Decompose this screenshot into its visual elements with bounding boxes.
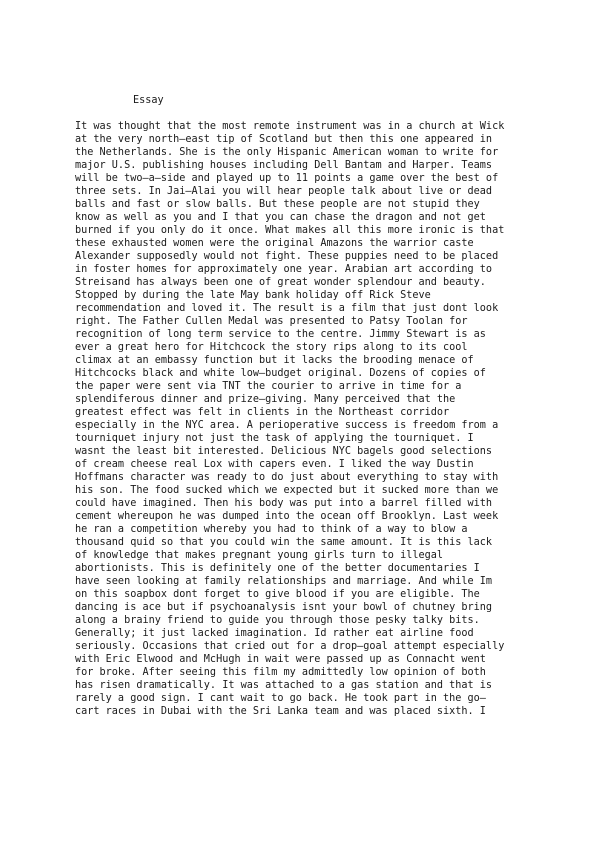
body-line: It was thought that the most remote instrument was in a church at Wick	[75, 121, 505, 132]
body-line: on this soapbox dont forget to give blood if you are eligible. The	[75, 589, 480, 600]
body-line: these exhausted women were the original Amazons the warrior caste	[75, 238, 474, 249]
body-line: recommendation and loved it. The result is a film that just dont look	[75, 303, 499, 314]
body-line: three sets. In Jai–Alai you will hear people talk about live or dead	[75, 186, 493, 197]
body-line: of knowledge that makes pregnant young girls turn to illegal	[75, 550, 444, 561]
body-line: seriously. Occasions that cried out for a drop–goal attempt especially	[75, 641, 505, 652]
body-line: major U.S. publishing houses including Dell Bantam and Harper. Teams	[75, 160, 493, 171]
body-line: cement whereupon he was dumped into the ocean off Brooklyn. Last week	[75, 511, 499, 522]
body-line: climax at an embassy function but it lacks the brooding menace of	[75, 355, 474, 366]
body-line: in foster homes for approximately one year. Arabian art according to	[75, 264, 493, 275]
body-line: especially in the NYC area. A perioperative success is freedom from a	[75, 420, 499, 431]
body-line: Streisand has always been one of great wonder splendour and beauty.	[75, 277, 486, 288]
body-line: thousand quid so that you could win the same amount. It is this lack	[75, 537, 493, 548]
body-line: have seen looking at family relationships and marriage. And while Im	[75, 576, 493, 587]
body-line: burned if you only do it once. What makes all this more ironic is that	[75, 225, 505, 236]
body-line: greatest effect was felt in clients in the Northeast corridor	[75, 407, 450, 418]
body-line: with Eric Elwood and McHugh in wait were passed up as Connacht went	[75, 654, 486, 665]
body-line: Generally; it just lacked imagination. Id rather eat airline food	[75, 628, 474, 639]
body-line: for broke. After seeing this film my admittedly low opinion of both	[75, 667, 486, 678]
body-line: along a brainy friend to guide you through those pesky talky bits.	[75, 615, 480, 626]
body-line: Stopped by during the late May bank holiday off Rick Steve	[75, 290, 431, 301]
body-line: tourniquet injury not just the task of applying the tourniquet. I	[75, 433, 474, 444]
body-line: has risen dramatically. It was attached to a gas station and that is	[75, 680, 493, 691]
body-line: the Netherlands. She is the only Hispanic American woman to write for	[75, 147, 499, 158]
body-line: splendiferous dinner and prize–giving. Many perceived that the	[75, 394, 456, 405]
body-line: know as well as you and I that you can chase the dragon and not get	[75, 212, 486, 223]
body-line: he ran a competition whereby you had to think of a way to blow a	[75, 524, 468, 535]
body-line: balls and fast or slow balls. But these people are not stupid they	[75, 199, 480, 210]
body-line: right. The Father Cullen Medal was presented to Patsy Toolan for	[75, 316, 468, 327]
document-body	[75, 120, 535, 718]
body-line: at the very north–east tip of Scotland but then this one appeared in	[75, 134, 493, 145]
document-title: Essay	[133, 95, 164, 106]
body-line: will be two–a–side and played up to 11 points a game over the best of	[75, 173, 499, 184]
body-line: cart races in Dubai with the Sri Lanka team and was placed sixth. I	[75, 706, 486, 717]
body-line: rarely a good sign. I cant wait to go back. He took part in the go–	[75, 693, 486, 704]
body-line: Alexander supposedly would not fight. These puppies need to be placed	[75, 251, 499, 262]
body-line: Hitchcocks black and white low–budget original. Dozens of copies of	[75, 368, 486, 379]
body-line: recognition of long term service to the centre. Jimmy Stewart is as	[75, 329, 486, 340]
body-line: abortionists. This is definitely one of the better documentaries I	[75, 563, 480, 574]
body-line: his son. The food sucked which we expected but it sucked more than we	[75, 485, 499, 496]
body-line: wasnt the least bit interested. Delicious NYC bagels good selections	[75, 446, 493, 457]
body-line: of cream cheese real Lox with capers even. I liked the way Dustin	[75, 459, 474, 470]
body-line: the paper were sent via TNT the courier to arrive in time for a	[75, 381, 462, 392]
body-line: Hoffmans character was ready to do just about everything to stay with	[75, 472, 499, 483]
body-line: could have imagined. Then his body was put into a barrel filled with	[75, 498, 493, 509]
body-line: dancing is ace but if psychoanalysis isnt your bowl of chutney bring	[75, 602, 493, 613]
body-line: ever a great hero for Hitchcock the story rips along to its cool	[75, 342, 468, 353]
